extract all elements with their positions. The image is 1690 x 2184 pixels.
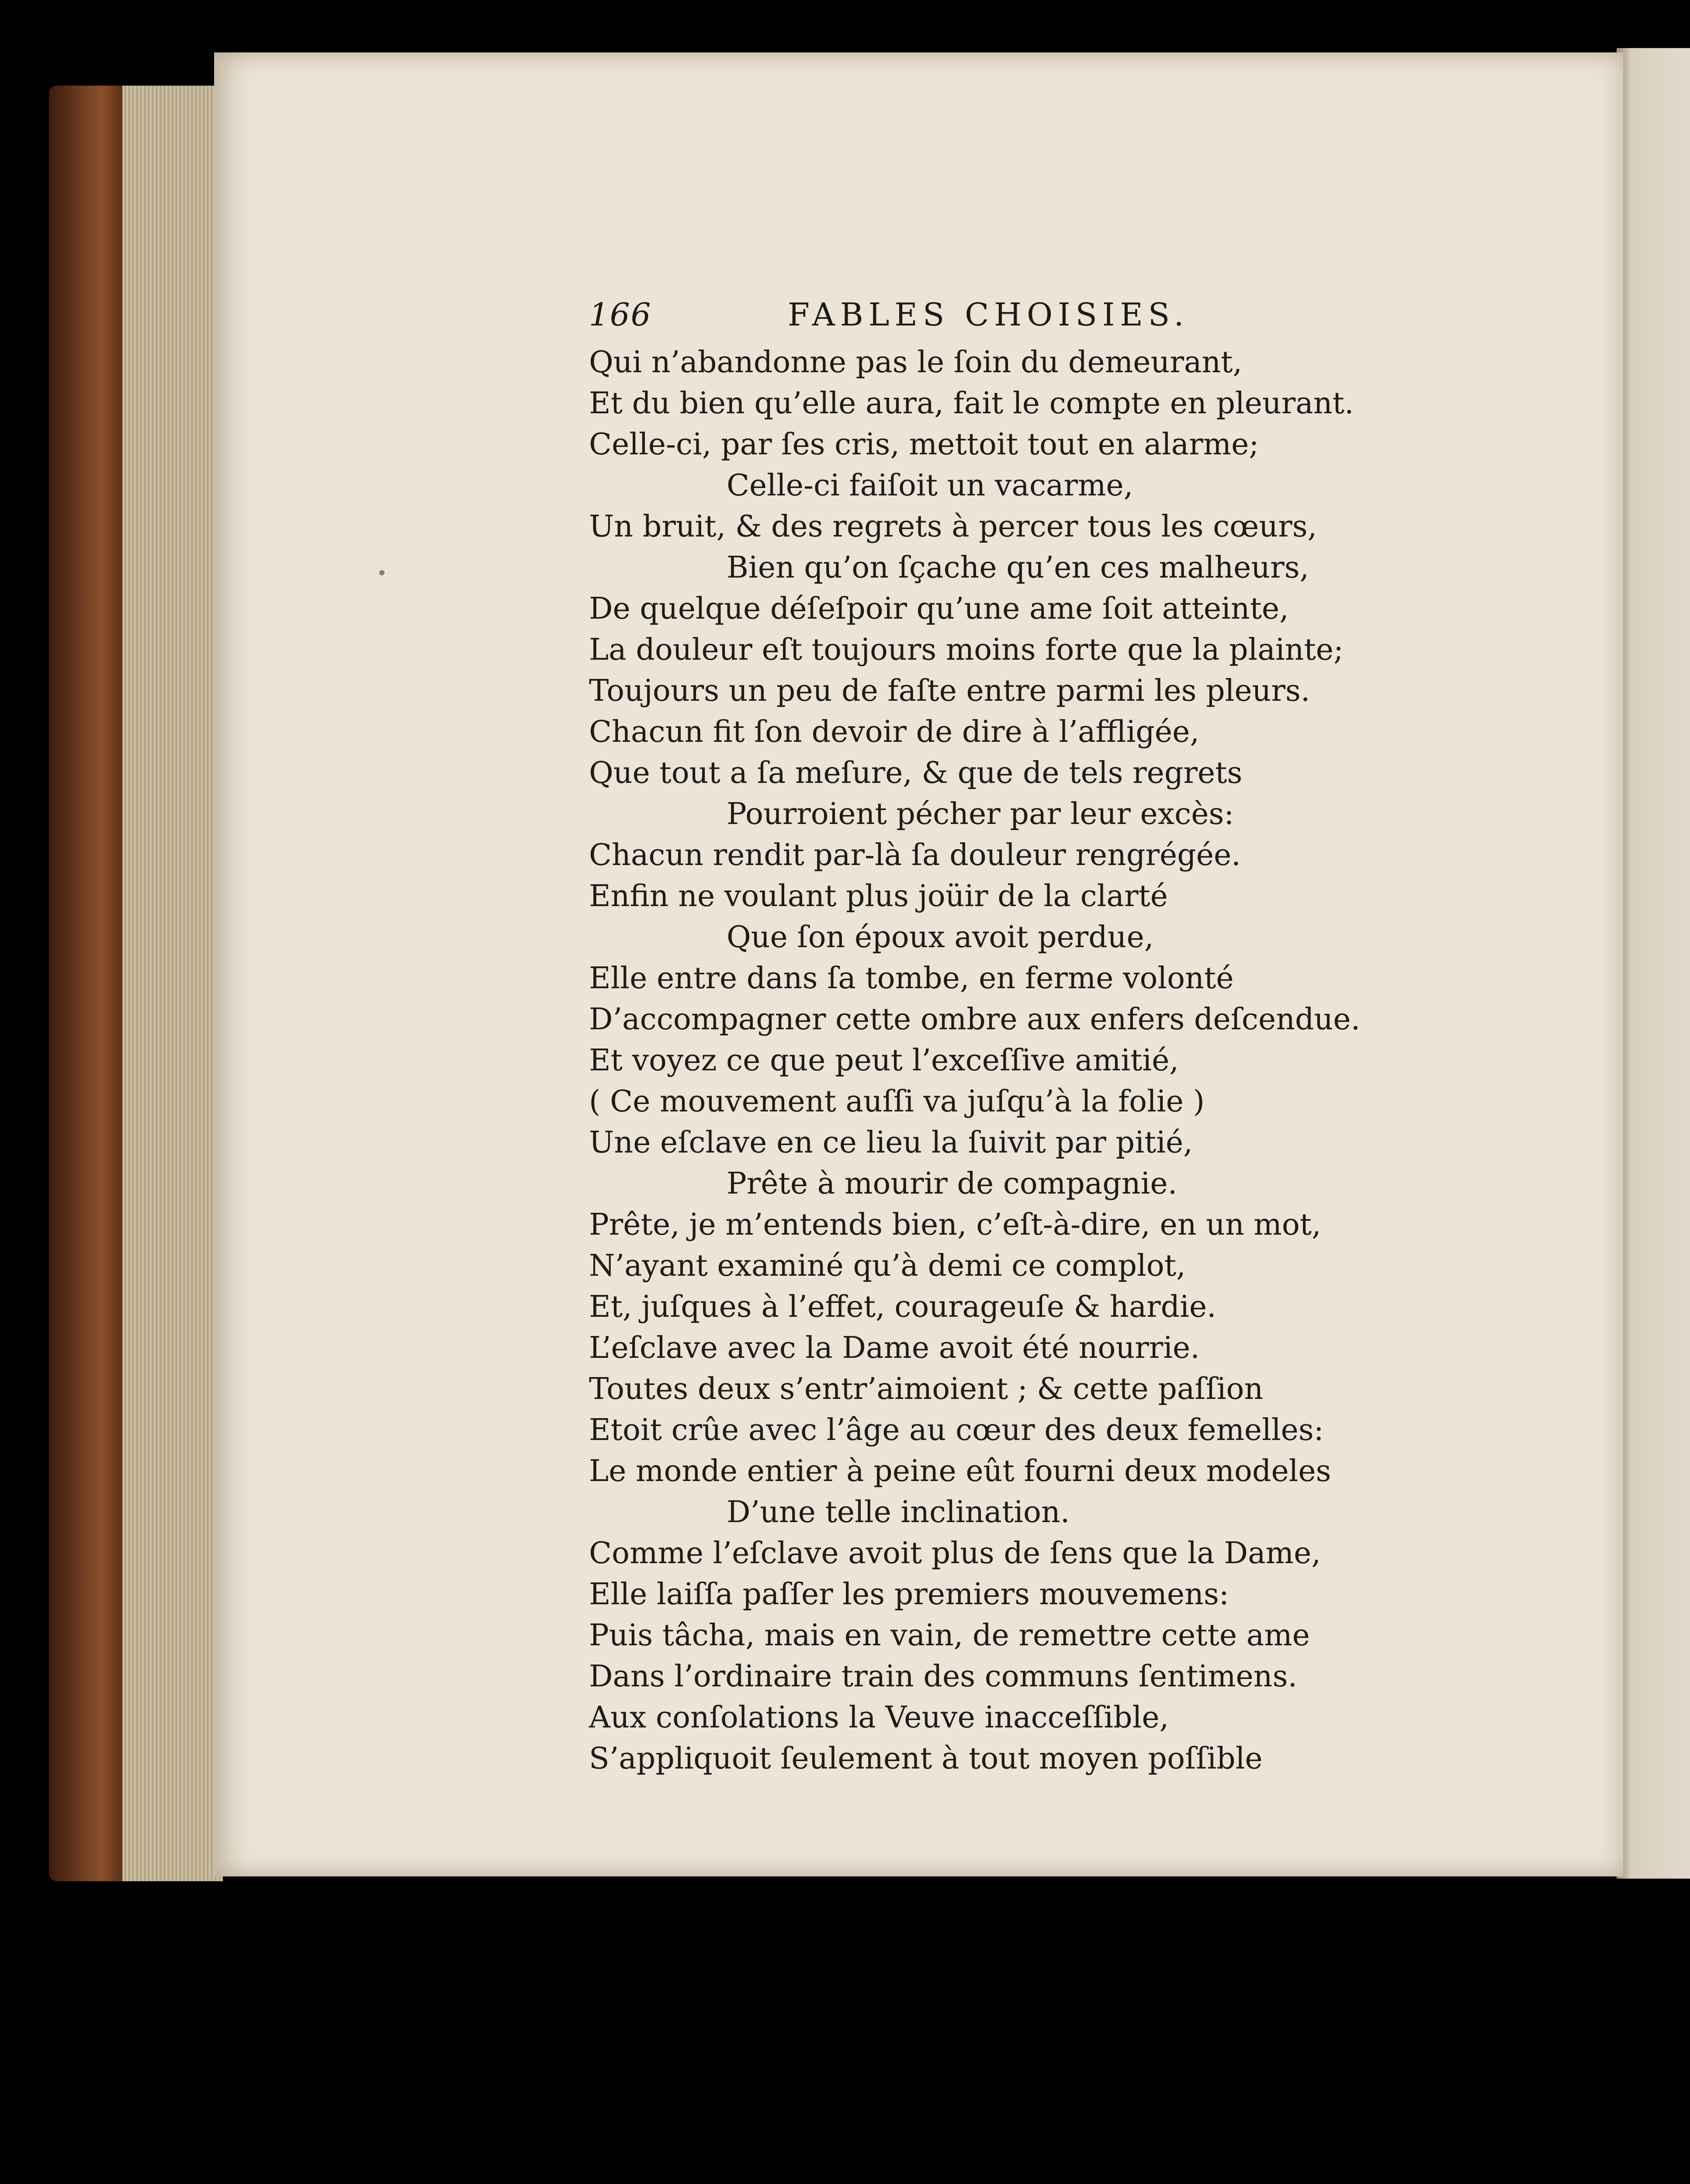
verse-line: De quelque déſeſpoir qu’une ame ſoit atteinte, — [589, 592, 1289, 626]
verse-line: Celle-ci, par ſes cris, mettoit tout en alarme; — [589, 427, 1259, 462]
page-number: 166 — [589, 296, 652, 333]
page-edges — [122, 86, 223, 1881]
verse-line: Elle laiſſa paſſer les premiers mouvemens: — [589, 1577, 1229, 1612]
verse-line: Un bruit, & des regrets à percer tous les cœurs, — [589, 509, 1317, 544]
verse-line: Et, juſques à l’effet, courageuſe & hardie. — [589, 1290, 1216, 1324]
verse-line: Elle entre dans ſa tombe, en ferme volonté — [589, 961, 1234, 996]
verse-line: Dans l’ordinaire train des communs ſentimens. — [589, 1659, 1298, 1694]
verse-line: ( Ce mouvement auſſi va juſqu’à la folie ) — [589, 1084, 1205, 1119]
verse-line: Que tout a ſa meſure, & que de tels regrets — [589, 756, 1243, 790]
verse-line: Une eſclave en ce lieu la ſuivit par pitié, — [589, 1125, 1193, 1160]
verse-line: Toutes deux s’entr’aimoient ; & cette paſſion — [589, 1372, 1264, 1406]
paper-speck — [379, 570, 384, 575]
verse-line: Que ſon époux avoit perdue, — [727, 920, 1154, 955]
verse-line: Puis tâcha, mais en vain, de remettre cette ame — [589, 1618, 1310, 1653]
verse-line: Prête à mourir de compagnie. — [727, 1166, 1177, 1201]
running-title: FABLES CHOISIES. — [788, 296, 1189, 333]
verse-line: D’accompagner cette ombre aux enfers deſcendue. — [589, 1002, 1361, 1037]
verse-line: Qui n’abandonne pas le ſoin du demeurant, — [589, 345, 1243, 380]
verse-line: Celle-ci faiſoit un vacarme, — [727, 468, 1133, 503]
verse-line: Bien qu’on ſçache qu’en ces malheurs, — [727, 550, 1309, 585]
verse-line: Chacun fit ſon devoir de dire à l’affligée, — [589, 715, 1199, 749]
verse-line: Toujours un peu de faſte entre parmi les pleurs. — [589, 674, 1310, 708]
facing-page-edge — [1617, 48, 1690, 1879]
verse-line: Enfin ne voulant plus joüir de la clarté — [589, 879, 1168, 914]
verse-line: Le monde entier à peine eût fourni deux modeles — [589, 1454, 1331, 1488]
page-header — [589, 296, 1271, 344]
verse-line: La douleur eſt toujours moins forte que la plainte; — [589, 633, 1344, 667]
verse-line: Et voyez ce que peut l’exceſſive amitié, — [589, 1043, 1179, 1078]
verse-text — [589, 342, 1367, 1779]
verse-line: Etoit crûe avec l’âge au cœur des deux femelles: — [589, 1413, 1324, 1447]
verse-line: D’une telle inclination. — [727, 1495, 1070, 1530]
verse-line: L’eſclave avec la Dame avoit été nourrie. — [589, 1331, 1200, 1365]
verse-line: Pourroient pécher par leur excès: — [727, 797, 1234, 831]
verse-line: Prête, je m’entends bien, c’eſt-à-dire, en un mot, — [589, 1208, 1321, 1242]
verse-line: Comme l’eſclave avoit plus de ſens que la Dame, — [589, 1536, 1321, 1571]
verse-line: Et du bien qu’elle aura, fait le compte en pleurant. — [589, 386, 1354, 421]
verse-line: S’appliquoit ſeulement à tout moyen poſſible — [589, 1741, 1263, 1776]
verse-line: Chacun rendit par-là ſa douleur rengrégée. — [589, 838, 1241, 872]
verse-line: N’ayant examiné qu’à demi ce complot, — [589, 1249, 1186, 1283]
verse-line: Aux conſolations la Veuve inacceſſible, — [589, 1700, 1169, 1735]
